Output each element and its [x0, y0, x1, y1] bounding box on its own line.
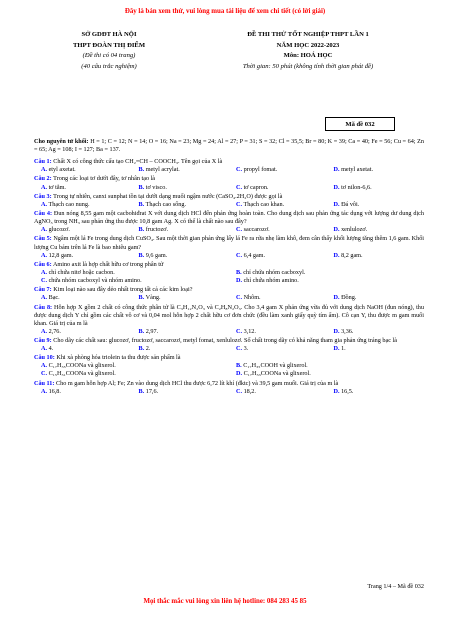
option-letter: D.	[333, 251, 340, 259]
option-letter: D.	[333, 200, 340, 208]
school-info	[34, 30, 184, 72]
page-footer: Trang 1/4 – Mã đề 032	[367, 583, 424, 590]
answer-option[interactable]	[132, 345, 230, 353]
answer-options	[34, 362, 424, 378]
question-text: Trong tự nhiên, canxi sunphat tồn tại dưới dạng muối ngậm nước (CaSO₄.2H₂O) được gọi là	[53, 192, 283, 200]
question-list	[34, 158, 424, 396]
question-number: Câu 7:	[34, 286, 52, 294]
question-text: Cho m gam hỗn hợp Al; Fe; Zn vào dung dịch HCl thu được 6,72 lít khí (đktc) và 39,5 gam muối. Giá trị của m là	[56, 379, 339, 387]
option-text: Thạch cao nung.	[48, 200, 90, 208]
time-limit: Thời gian: 50 phút (không tính thời gian phát đề)	[242, 62, 374, 70]
answer-option[interactable]	[34, 294, 132, 302]
option-letter: B.	[138, 251, 145, 259]
option-text: tơ capron.	[243, 183, 269, 191]
answer-option[interactable]	[34, 252, 132, 260]
question	[34, 158, 424, 174]
option-letter: C.	[236, 166, 243, 174]
answer-option[interactable]	[327, 345, 425, 353]
answer-option[interactable]	[132, 252, 230, 260]
option-text: C₁₇H₃₅COONa và glixerol.	[48, 362, 116, 370]
exam-title: ĐỀ THI THỬ TỐT NGHIỆP THPT LẦN 1	[247, 31, 369, 38]
atomic-masses	[34, 138, 424, 154]
option-letter: B.	[138, 294, 145, 302]
answer-option[interactable]	[132, 294, 230, 302]
option-letter: C.	[236, 327, 243, 335]
option-letter: C.	[236, 345, 243, 352]
department-name: SỞ GDĐT HÀ NỘI	[81, 31, 137, 38]
question-text: Kim loại nào sau đây dẻo nhất trong tất cả các kim loại?	[53, 286, 193, 294]
school-name: THPT ĐOÀN THỊ ĐIỂM	[72, 41, 146, 49]
answer-option[interactable]	[34, 184, 132, 192]
option-letter: A.	[41, 268, 48, 276]
option-letter: A.	[41, 183, 48, 191]
answer-option[interactable]	[132, 184, 230, 192]
option-letter: C.	[41, 370, 48, 378]
option-text: fructozơ.	[145, 226, 169, 234]
option-text: C₁₇H₃₃COONa và glixerol.	[243, 370, 311, 378]
exam-info	[192, 30, 424, 72]
answer-options	[34, 345, 424, 353]
question	[34, 337, 424, 353]
option-text: chỉ chứa nhóm amino.	[243, 276, 299, 284]
option-letter: B.	[236, 362, 242, 370]
question-stem	[34, 261, 424, 269]
option-letter: D.	[333, 345, 340, 352]
option-text: saccarozơ.	[243, 226, 270, 234]
answer-option[interactable]	[327, 294, 425, 302]
option-letter: C.	[236, 251, 243, 259]
option-letter: A.	[41, 294, 48, 302]
option-text: Đá vôi.	[341, 200, 360, 208]
option-letter: D.	[236, 370, 243, 378]
option-text: Thạch cao khan.	[243, 200, 285, 208]
question	[34, 286, 424, 302]
option-text: metyl acrylat.	[145, 166, 180, 174]
answer-option[interactable]	[34, 370, 229, 378]
option-text: glucozơ.	[48, 226, 70, 234]
option-text: 2,97.	[145, 327, 159, 335]
option-text: 1.	[341, 345, 346, 352]
option-text: chỉ chứa nitơ hoặc cacbon.	[48, 268, 115, 276]
answer-option[interactable]	[229, 370, 424, 378]
option-text: Đồng.	[341, 294, 357, 302]
question-number: Câu 2:	[34, 175, 52, 183]
question-number: Câu 9:	[34, 336, 52, 344]
answer-option[interactable]	[34, 345, 132, 353]
option-letter: D.	[333, 387, 340, 395]
option-text: 4.	[48, 345, 54, 352]
question-text: Cho dãy các chất sau: glucozơ, fructozơ, saccarozơ, metyl fomat, xenlulozơ. Số chất trong dãy có khả năng tham gia phản ứng tráng bạc là	[53, 336, 398, 344]
answer-option[interactable]	[229, 201, 327, 209]
question-stem	[34, 354, 424, 362]
option-text: tơ nilon-6,6.	[341, 183, 372, 191]
atomic-masses-label: Cho nguyên tử khối:	[34, 138, 89, 145]
answer-options	[34, 166, 424, 174]
option-text: 2.	[145, 345, 151, 352]
answer-option[interactable]	[327, 388, 425, 396]
option-text: metyl axetat.	[341, 166, 374, 174]
option-text: 16,5.	[341, 387, 354, 395]
option-text: 16,8.	[48, 387, 61, 395]
question-text: Chất X có công thức cấu tạo CH₂=CH – COOCH₃. Tên gọi của X là	[53, 158, 223, 166]
answer-option[interactable]	[229, 269, 424, 277]
question	[34, 261, 424, 285]
top-banner: Đây là bản xem thử, vui lòng mua tài liệu để xem chi tiết (có lời giải)	[124, 8, 326, 15]
option-letter: B.	[138, 345, 145, 352]
question-stem	[34, 337, 424, 345]
option-letter: B.	[138, 183, 145, 191]
question-stem	[34, 158, 424, 166]
option-text: 6,4 gam.	[243, 251, 266, 259]
atomic-masses-values: H = 1; C = 12; N = 14; O = 16; Na = 23; Mg = 24; Al = 27; P = 31; S = 32; Cl = 35,5; Br = 80; K = 39; Ca = 40; Fe = 56; Cu = 64; Zn = 65; Ag = 108; I = 127; Ba = 137.	[34, 138, 424, 154]
option-text: tơ visco.	[145, 183, 167, 191]
question	[34, 193, 424, 209]
option-letter: B.	[138, 226, 145, 234]
option-text: 3,12.	[243, 327, 256, 335]
option-letter: C.	[236, 183, 243, 191]
question	[34, 354, 424, 378]
option-text: 12,8 gam.	[48, 251, 74, 259]
option-text: 8,2 gam.	[341, 251, 363, 259]
option-letter: C.	[41, 276, 48, 284]
exam-content	[34, 138, 424, 396]
option-letter: C.	[236, 387, 243, 395]
option-letter: D.	[333, 226, 340, 234]
option-text: xenlulozơ.	[341, 226, 368, 234]
subject: Môn: HOÁ HỌC	[283, 52, 333, 60]
question	[34, 175, 424, 191]
option-letter: C.	[236, 294, 243, 302]
question-stem	[34, 210, 424, 226]
option-letter: D.	[333, 166, 340, 174]
option-letter: B.	[236, 268, 242, 276]
answer-option[interactable]	[229, 252, 327, 260]
option-text: 18,2.	[243, 387, 256, 395]
answer-option[interactable]	[327, 184, 425, 192]
option-text: Bạc.	[48, 294, 60, 302]
answer-option[interactable]	[229, 328, 327, 336]
question-text: Trong các loại tơ dưới đây, tơ nhân tạo là	[53, 175, 156, 183]
answer-option[interactable]	[34, 328, 132, 336]
answer-option[interactable]	[34, 362, 229, 370]
option-text: etyl axetat.	[48, 166, 76, 174]
answer-options	[34, 252, 424, 260]
answer-option[interactable]	[34, 201, 132, 209]
question-text: Amino axit là hợp chất hữu cơ trong phân tử	[52, 260, 164, 268]
option-text: Thạch cao sống.	[145, 200, 187, 208]
question-number: Câu 6:	[34, 260, 52, 268]
question	[34, 210, 424, 234]
question-stem	[34, 380, 424, 388]
option-letter: D.	[333, 327, 340, 335]
option-text: chứa nhóm cacboxyl và nhóm amino.	[48, 276, 142, 284]
answer-option[interactable]	[34, 166, 132, 174]
answer-option[interactable]	[229, 184, 327, 192]
question-text: Khi xà phòng hóa triolein ta thu được sản phẩm là	[56, 354, 181, 362]
option-letter: B.	[138, 166, 145, 174]
school-year: NĂM HỌC 2022-2023	[276, 41, 340, 49]
answer-option[interactable]	[229, 345, 327, 353]
option-letter: D.	[333, 183, 340, 191]
question	[34, 235, 424, 259]
option-letter: A.	[41, 166, 48, 174]
option-letter: D.	[333, 294, 340, 302]
option-letter: C.	[236, 226, 243, 234]
option-text: tơ tằm.	[48, 183, 66, 191]
question-text: Ngâm một lá Fe trong dung dịch CuSO₄. Sau một thời gian phản ứng lấy lá Fe ra rửa nhẹ làm khô, đem cân thấy khối lượng tăng thêm 1,6 gam. Khối lượng Cu bám trên lá Fe là bao nhiêu gam?	[34, 235, 425, 251]
answer-option[interactable]	[229, 362, 424, 370]
question-stem	[34, 304, 424, 328]
option-text: Vàng.	[145, 294, 161, 302]
option-letter: A.	[41, 200, 48, 208]
option-letter: B.	[138, 200, 145, 208]
option-letter: A.	[41, 362, 48, 370]
answer-option[interactable]	[327, 166, 425, 174]
question-number: Câu 1:	[34, 158, 52, 166]
answer-options	[34, 201, 424, 209]
bottom-banner: Mọi thắc mắc vui lòng xin liên hệ hotline: 084 283 45 85	[143, 598, 307, 605]
answer-option[interactable]	[229, 294, 327, 302]
answer-option[interactable]	[34, 277, 229, 285]
answer-options	[34, 269, 424, 285]
option-letter: A.	[41, 226, 48, 234]
question-stem	[34, 286, 424, 294]
answer-option[interactable]	[34, 226, 132, 234]
option-text: 9,6 gam.	[145, 251, 168, 259]
option-text: propyl fomat.	[243, 166, 278, 174]
question	[34, 380, 424, 396]
answer-options	[34, 294, 424, 302]
question-text: Đun nóng 8,55 gam một cacbohiđrat X với dung dịch HCl đến phản ứng hoàn toàn. Cho dung dịch sau phản ứng tác dụng với lượng dư dung dịch AgNO₃ trong NH₃ sau phản ứng thu được 10,8 gam Ag. X có thể là chất nào sau đây?	[34, 210, 425, 226]
option-text: C₁₇H₃₅COOH và glixerol.	[243, 362, 308, 370]
option-text: 2,76.	[48, 327, 61, 335]
option-letter: A.	[41, 251, 48, 259]
question-number: Câu 11:	[34, 379, 55, 387]
question-number: Câu 8:	[34, 303, 53, 311]
question-number: Câu 4:	[34, 210, 53, 218]
answer-option[interactable]	[132, 328, 230, 336]
answer-option[interactable]	[132, 201, 230, 209]
answer-option[interactable]	[132, 226, 230, 234]
answer-option[interactable]	[327, 226, 425, 234]
option-letter: B.	[138, 387, 145, 395]
question-stem	[34, 193, 424, 201]
answer-option[interactable]	[34, 269, 229, 277]
answer-option[interactable]	[327, 201, 425, 209]
answer-options	[34, 388, 424, 396]
option-letter: A.	[41, 345, 48, 352]
answer-options	[34, 328, 424, 336]
exam-code-box: Mã đề 032	[325, 117, 395, 131]
answer-option[interactable]	[132, 166, 230, 174]
question-number: Câu 5:	[34, 235, 52, 243]
answer-option[interactable]	[327, 328, 425, 336]
option-text: Nhôm.	[243, 294, 261, 302]
answer-option[interactable]	[229, 388, 327, 396]
option-text: 3,36.	[341, 327, 354, 335]
question-number: Câu 3:	[34, 192, 52, 200]
answer-option[interactable]	[229, 226, 327, 234]
page-count-note: (Đề thi có 04 trang)	[82, 52, 136, 60]
option-letter: C.	[236, 200, 243, 208]
answer-option[interactable]	[34, 388, 132, 396]
option-letter: B.	[138, 327, 145, 335]
question-stem	[34, 175, 424, 183]
question-stem	[34, 235, 424, 251]
question-number: Câu 10:	[34, 354, 55, 362]
option-text: 17,6.	[145, 387, 159, 395]
option-letter: D.	[236, 276, 243, 284]
answer-option[interactable]	[229, 166, 327, 174]
question	[34, 304, 424, 336]
answer-options	[34, 226, 424, 234]
option-text: chỉ chứa nhóm cacboxyl.	[243, 268, 306, 276]
answer-option[interactable]	[327, 252, 425, 260]
option-text: 3.	[243, 345, 249, 352]
answer-option[interactable]	[132, 388, 230, 396]
question-text: Hỗn hợp X gồm 2 chất có công thức phân tử là C₃H₁₂N₂O₃ và C₂H₈N₂O₃. Cho 3,4 gam X phản ứng vừa đủ với dung dịch NaOH (đun nóng), thu được dung dịch Y chỉ gồm các chất vô cơ và 0,04 mol hỗn hợp 2 chất hữu cơ đơn chức (đều làm xanh giấy quỳ tím ẩm). Cô cạn Y, thu được m gam muối khan. Giá trị của m là	[34, 303, 424, 327]
option-text: C₁₅H₃₁COONa và glixerol.	[48, 370, 116, 378]
question-count-note: (40 câu trắc nghiệm)	[81, 62, 137, 70]
option-letter: A.	[41, 327, 48, 335]
answer-option[interactable]	[229, 277, 424, 285]
answer-options	[34, 184, 424, 192]
option-letter: A.	[41, 387, 48, 395]
